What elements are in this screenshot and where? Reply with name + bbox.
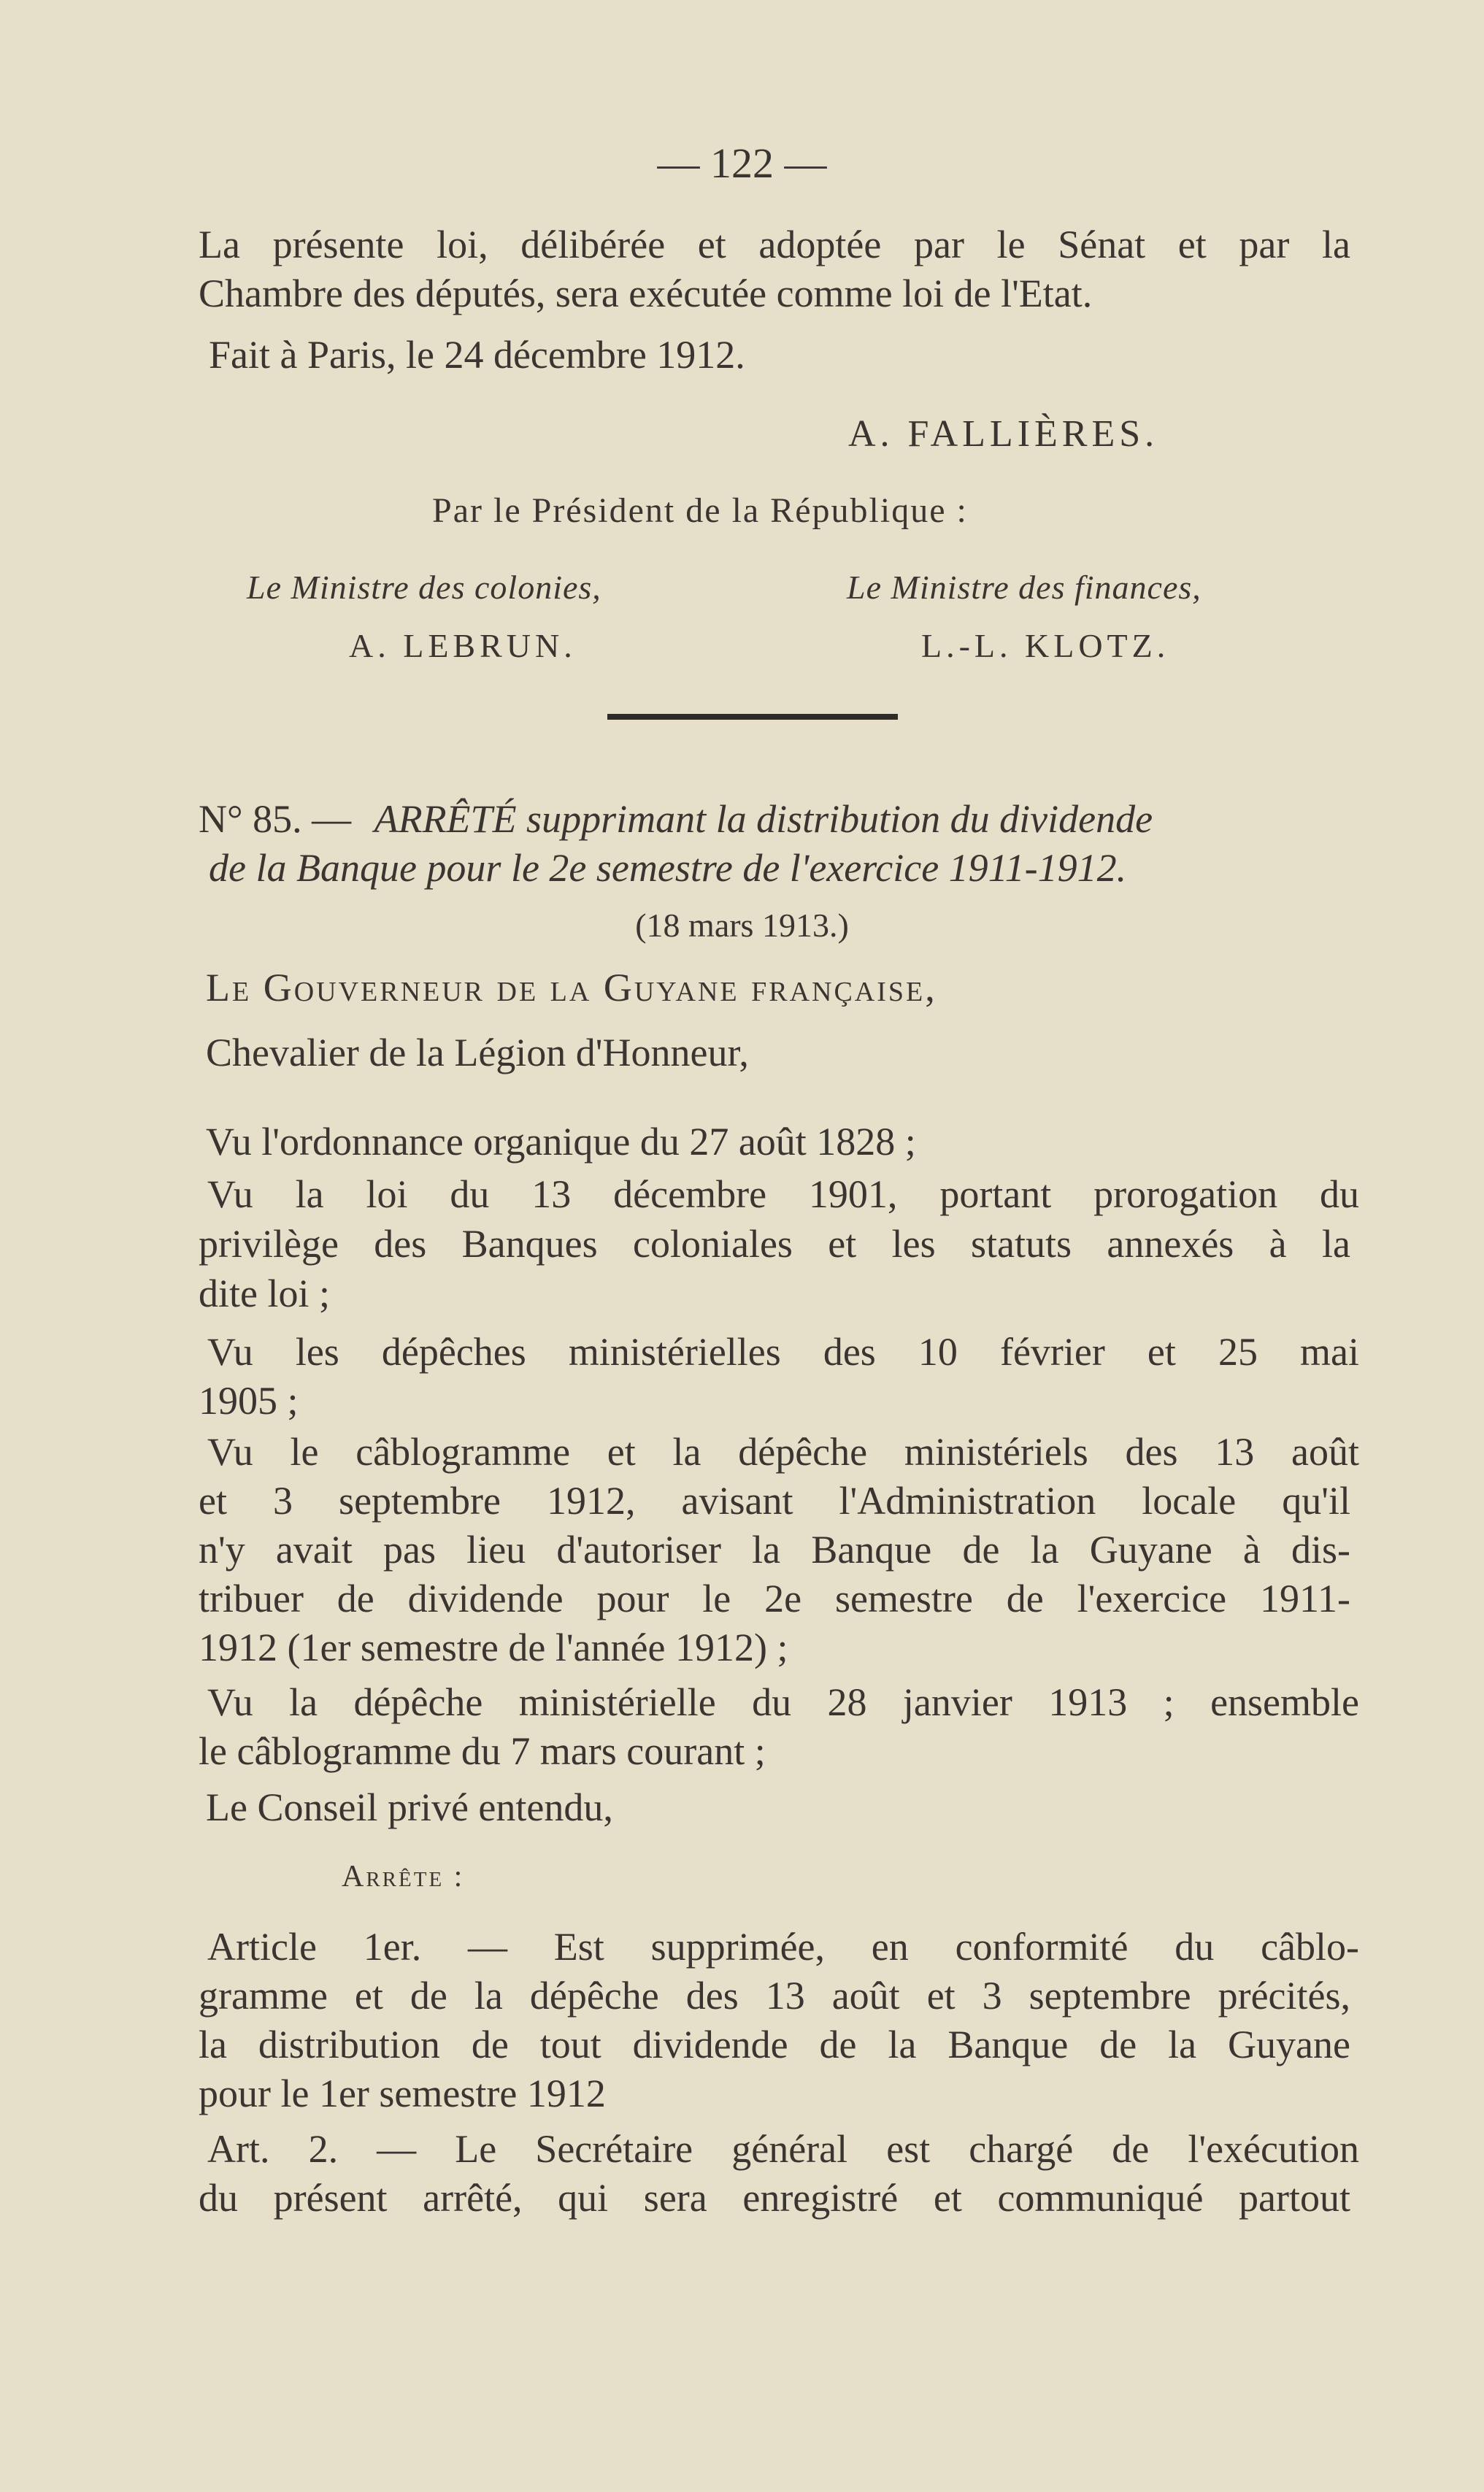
par-le-president: Par le Président de la République : — [432, 491, 968, 530]
page-number: — 122 — — [657, 139, 827, 187]
arrete-number: N° 85. — — [199, 797, 352, 841]
promulgation-line-1: La présente loi, délibérée et adoptée par le Sénat et par la — [199, 223, 1350, 266]
section-divider — [607, 714, 898, 720]
article-1-line-1: Article 1er. — Est supprimée, en conformité du câblo- — [207, 1925, 1359, 1969]
arrete-label: Arrête : — [342, 1860, 465, 1893]
conseil-prive: Le Conseil privé entendu, — [206, 1785, 613, 1829]
vu-loi-line-3: dite loi ; — [199, 1272, 330, 1315]
vu-depeches-line-2: 1905 ; — [199, 1379, 299, 1423]
vu-cablogramme-line-4: tribuer de dividende pour le 2e semestre de l'exercice 1911- — [199, 1577, 1350, 1620]
minister-finances-name: L.-L. KLOTZ. — [921, 627, 1170, 664]
article-1-line-3: la distribution de tout dividende de la Banque de la Guyane — [199, 2023, 1350, 2066]
article-2-line-2: du présent arrêté, qui sera enregistré et communiqué partout — [199, 2176, 1350, 2220]
vu-depeche-line-1: Vu la dépêche ministérielle du 28 janvier 1913 ; ensemble — [207, 1680, 1359, 1724]
vu-depeches-line-1: Vu les dépêches ministérielles des 10 février et 25 mai — [207, 1330, 1359, 1374]
minister-colonies-name: A. LEBRUN. — [349, 627, 577, 664]
article-1-line-2: gramme et de la dépêche des 13 août et 3 septembre précités, — [199, 1974, 1350, 2018]
vu-cablogramme-line-3: n'y avait pas lieu d'autoriser la Banque de la Guyane à dis- — [199, 1528, 1350, 1572]
arrete-title: ARRÊTÉ supprimant la distribution du dividende — [374, 797, 1153, 841]
vu-loi-line-1: Vu la loi du 13 décembre 1901, portant prorogation du — [207, 1172, 1359, 1216]
vu-depeche-line-2: le câblogramme du 7 mars courant ; — [199, 1729, 766, 1773]
vu-cablogramme-line-1: Vu le câblogramme et la dépêche ministériels des 13 août — [207, 1430, 1359, 1474]
vu-cablogramme-line-2: et 3 septembre 1912, avisant l'Administration locale qu'il — [199, 1479, 1350, 1523]
arrete-heading-line-2: de la Banque pour le 2e semestre de l'exercice 1911-1912. — [209, 846, 1127, 890]
article-2-line-1: Art. 2. — Le Secrétaire général est chargé de l'exécution — [207, 2127, 1359, 2171]
signature-president: A. FALLIÈRES. — [848, 413, 1159, 455]
gouverneur-line: Le Gouverneur de la Guyane française, — [206, 966, 937, 1010]
minister-finances-title: Le Ministre des finances, — [847, 569, 1202, 606]
vu-loi-line-2: privilège des Banques coloniales et les statuts annexés à la — [199, 1222, 1350, 1266]
minister-colonies-title: Le Ministre des colonies, — [247, 569, 601, 606]
arrete-heading-line-1 — [199, 798, 1350, 841]
vu-cablogramme-line-5: 1912 (1er semestre de l'année 1912) ; — [199, 1626, 788, 1669]
article-1-line-4: pour le 1er semestre 1912 — [199, 2072, 606, 2115]
chevalier-line: Chevalier de la Légion d'Honneur, — [206, 1031, 749, 1074]
vu-ordonnance: Vu l'ordonnance organique du 27 août 1828 ; — [206, 1120, 916, 1164]
promulgation-date: Fait à Paris, le 24 décembre 1912. — [209, 333, 745, 377]
promulgation-line-2: Chambre des députés, sera exécutée comme loi de l'Etat. — [199, 272, 1093, 315]
arrete-date: (18 mars 1913.) — [635, 907, 849, 944]
